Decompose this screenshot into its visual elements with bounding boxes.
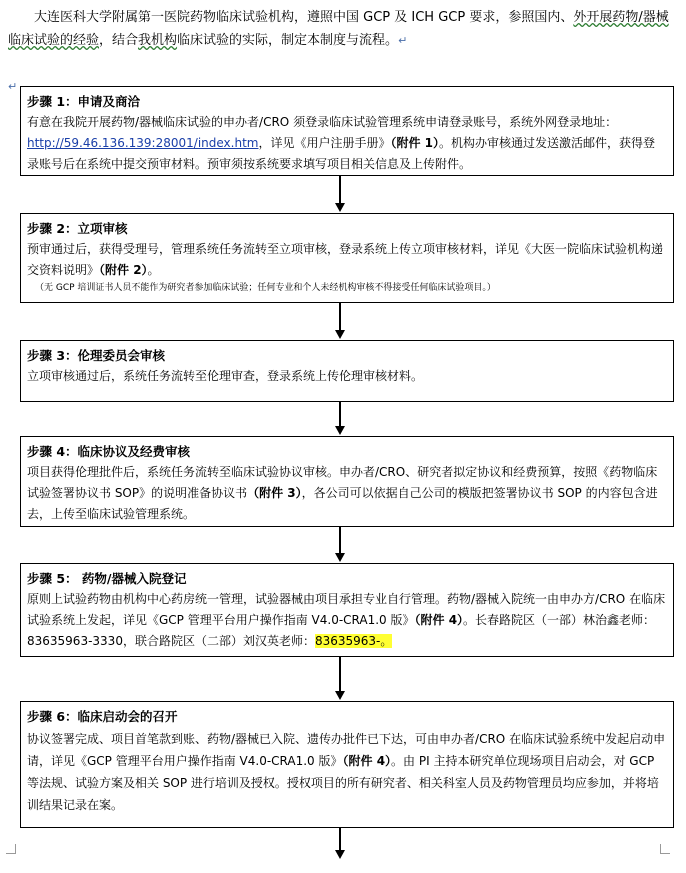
flow-arrow-head (335, 691, 345, 700)
step-6-body (27, 728, 667, 816)
flow-arrow-line (339, 402, 341, 426)
intro-paragraph (8, 6, 676, 52)
flow-arrow-head (335, 330, 345, 339)
step-2-title: 步骤 2：立项审核 (27, 221, 128, 236)
paragraph-mark: ↵ (398, 34, 408, 47)
step-4-body (27, 462, 667, 525)
step-2-body (27, 239, 667, 281)
step-2-note: （无 GCP 培训证书人员不能作为研究者参加临床试验；任何专业和个人未经机构审核不得接受任何临床试验项目。） (35, 283, 496, 293)
highlighted-phone: 83635963-。 (314, 634, 393, 648)
attachment-1: （附件 1） (390, 136, 440, 150)
step-5-text: 原则上试验药物由机构中心药房统一管理，试验器械由项目承担专业自行管理。药物/器械入院统一由申办方/CRO 在临床试验系统上发起，详见《GCP 管理平台用户操作指南 V4.0-CRA1.0 版》 (27, 592, 666, 627)
flow-arrow-head (335, 203, 345, 212)
step-4-box (20, 436, 674, 527)
step-6-text: 。由 PI 主持本研究单位现场项目启动会，对 GCP 等法规、试验方案及相关 SOP 进行培训及授权。授权项目的所有研究者、相关科室人员及药物管理员均应参加，并将培训结果记录在案。 (27, 754, 659, 812)
step-1-text: ，详见《用户注册手册》 (258, 136, 391, 150)
step-3-body: 立项审核通过后，系统任务流转至伦理审查，登录系统上传伦理审核材料。 (27, 369, 424, 383)
intro-text-3: ，结合 (99, 33, 139, 48)
flow-arrow-head (335, 553, 345, 562)
step-1-box (20, 86, 674, 176)
attachment-4-ref: （附件 4） (342, 754, 392, 768)
flow-arrow-line (339, 828, 341, 850)
page-corner-mark (660, 844, 670, 854)
system-login-link[interactable]: http://59.46.136.139:28001/index.htm (27, 136, 259, 150)
step-4-title: 步骤 4：临床协议及经费审核 (27, 444, 191, 459)
step-5-text: 。长春路院区（一部）林治鑫老师：83635963-3330，联合路院区（二部）刘汉英老师： (27, 613, 656, 648)
page-corner-mark (6, 844, 16, 854)
step-1-body (27, 112, 667, 175)
attachment-3: （附件 3） (247, 486, 302, 500)
step-1-title: 步骤 1：申请及商洽 (27, 94, 141, 109)
intro-text-1: 大连医科大学附属第一医院药物临床试验机构，遵照中国 GCP 及 ICH GCP 要求，参照国内、 (34, 10, 574, 25)
intro-text-4: 我机构 (138, 33, 178, 48)
step-1-text: 有意在我院开展药物/器械临床试验的申办者/CRO 须登录临床试验管理系统申请登录账号，系统外网登录地址： (27, 115, 618, 129)
flow-arrow-line (339, 176, 341, 203)
step-2-text: 预审通过后，获得受理号，管理系统任务流转至立项审核，登录系统上传立项审核材料，详见《大医一院临床试验机构递交资料说明》 (27, 242, 664, 277)
intro-text-2: 外开展药物/器械临床试验的经验 (8, 10, 669, 48)
step-2-box (20, 213, 674, 303)
intro-text-5: 临床试验的实际，制定本制度与流程。 (177, 33, 399, 48)
step-6-text: 协议签署完成、项目首笔款到账、药物/器械已入院、遗传办批件已下达，可由申办者/CRO 在临床试验系统中发起启动申请，详见《GCP 管理平台用户操作指南 V4.0-CRA1.0 版》 (27, 732, 666, 768)
step-5-box (20, 563, 674, 657)
step-3-title: 步骤 3：伦理委员会审核 (27, 348, 166, 363)
step-1-text: 。机构办审核通过发送激活邮件，获得登录账号后在系统中提交预审材料。预审须按系统要求填写项目相关信息及上传附件。 (27, 136, 656, 171)
step-6-title: 步骤 6：临床启动会的召开 (27, 709, 178, 724)
step-4-text: ，各公司可以依据自己公司的模版把签署协议书 SOP 的内容包含进去，上传至临床试验管理系统。 (27, 486, 658, 521)
flow-arrow-line (339, 657, 341, 691)
step-5-title: 步骤 5： 药物/器械入院登记 (27, 571, 187, 586)
step-4-text: 项目获得伦理批件后，系统任务流转至临床试验协议审核。申办者/CRO、研究者拟定协议和经费预算，按照《药物临床试验签署协议书 SOP》的说明准备协议书 (27, 465, 658, 500)
step-5-body (27, 589, 667, 652)
step-2-text: 。 (147, 263, 160, 277)
flow-arrow-line (339, 303, 341, 330)
step-3-box (20, 340, 674, 402)
flow-arrow-line (339, 527, 341, 553)
attachment-4: （附件 4） (414, 613, 464, 627)
step-6-box (20, 701, 674, 828)
paragraph-mark: ↵ (8, 80, 18, 93)
flow-arrow-head (335, 850, 345, 859)
attachment-2: （附件 2） (99, 263, 148, 277)
flow-arrow-head (335, 426, 345, 435)
